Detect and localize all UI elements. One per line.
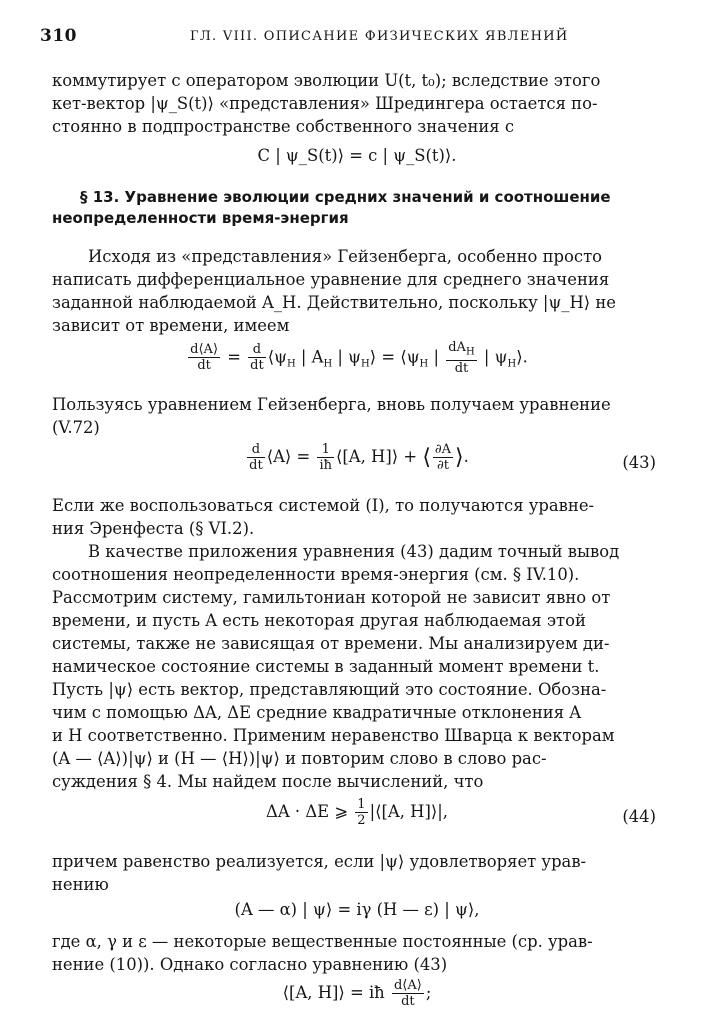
section-title-cont: неопределенности время-энергия bbox=[52, 209, 349, 227]
equation-number: (43) bbox=[622, 453, 656, 472]
text-line: чим с помощью ΔA, ΔE средние квадратичные отклонения A bbox=[52, 703, 582, 722]
text-line: где α, γ и ε — некоторые вещественные постоянные (ср. урав- bbox=[52, 932, 593, 951]
equation-44: ΔA · ΔE ⩾ $\frac{1}{2}$ |⟨[A, H]⟩|, bbox=[266, 797, 448, 828]
text-line: Пользуясь уравнением Гейзенберга, вновь получаем уравнение bbox=[52, 395, 611, 414]
text-line: Пусть |ψ⟩ есть вектор, представляющий это состояние. Обозна- bbox=[52, 680, 607, 699]
text-line: соотношения неопределенности время-энергия (см. § IV.10). bbox=[52, 565, 580, 584]
running-title: ГЛ. VIII. ОПИСАНИЕ ФИЗИЧЕСКИХ ЯВЛЕНИЙ bbox=[190, 29, 569, 44]
page-header bbox=[40, 26, 660, 50]
text-line: суждения § 4. Мы найдем после вычислений, что bbox=[52, 772, 484, 791]
text-line: Если же воспользоваться системой (I), то получаются уравне- bbox=[52, 496, 595, 515]
text-line: Исходя из «представления» Гейзенберга, особенно просто bbox=[88, 247, 603, 266]
text-line: Рассмотрим систему, гамильтониан которой не зависит явно от bbox=[52, 588, 611, 607]
text-line: нение (10)). Однако согласно уравнению (43) bbox=[52, 955, 448, 974]
text-line: нению bbox=[52, 875, 109, 894]
text-line: и H соответственно. Применим неравенство Шварца к векторам bbox=[52, 726, 615, 745]
section-title: § 13. Уравнение эволюции средних значений и соотношение bbox=[80, 188, 611, 206]
text-line: намическое состояние системы в заданный момент времени t. bbox=[52, 657, 600, 676]
text-line: коммутирует с оператором эволюции U(t, t₀); вследствие этого bbox=[52, 71, 601, 90]
equation-number: (44) bbox=[622, 807, 656, 826]
page-number: 310 bbox=[40, 26, 77, 46]
equation-mean-derivative: $\frac{d⟨A⟩}{dt}$ = $\frac{d}{dt}$ $⟨\psi_H$ | $A_H$ | $\psi_H⟩$ = $⟨\psi_H$ | $\frac{dA_H}{dt}$ | $\psi_H⟩$. bbox=[190, 340, 528, 376]
text-line: причем равенство реализуется, если |ψ⟩ удовлетворяет урав- bbox=[52, 852, 587, 871]
text-line: времени, и пусть A есть некоторая другая наблюдаемая этой bbox=[52, 611, 586, 630]
text-line: заданной наблюдаемой A_H. Действительно, поскольку |ψ_H⟩ не bbox=[52, 293, 617, 312]
equation-commutator: ⟨[A, H]⟩ = iħ $\frac{d⟨A⟩}{dt}$ ; bbox=[282, 978, 432, 1009]
equation-eigenvalue: C | ψ_S(t)⟩ = c | ψ_S(t)⟩. bbox=[257, 146, 457, 165]
text-line: В качестве приложения уравнения (43) дадим точный вывод bbox=[88, 542, 620, 561]
text-line: системы, также не зависящая от времени. Мы анализируем ди- bbox=[52, 634, 610, 653]
text-line: ния Эренфеста (§ VI.2). bbox=[52, 519, 255, 538]
text-line: зависит от времени, имеем bbox=[52, 316, 290, 335]
text-line: кет-вектор |ψ_S(t)⟩ «представления» Шредингера остается по- bbox=[52, 94, 598, 113]
equation-minimal-state: (A — α) | ψ⟩ = iγ (H — ε) | ψ⟩, bbox=[234, 900, 480, 919]
text-line: стоянно в подпространстве собственного значения c bbox=[52, 117, 515, 136]
text-line: (V.72) bbox=[52, 418, 100, 437]
equation-43: $\frac{d}{dt}$ ⟨A⟩ = $\frac{1}{iħ}$ ⟨[A, H]⟩ + ⟨ $\frac{\partial A}{\partial t}$ ⟩. bbox=[249, 442, 469, 473]
text-line: (A — ⟨A⟩)|ψ⟩ и (H — ⟨H⟩)|ψ⟩ и повторим слово в слово рас- bbox=[52, 749, 547, 768]
text-line: написать дифференциальное уравнение для среднего значения bbox=[52, 270, 610, 289]
